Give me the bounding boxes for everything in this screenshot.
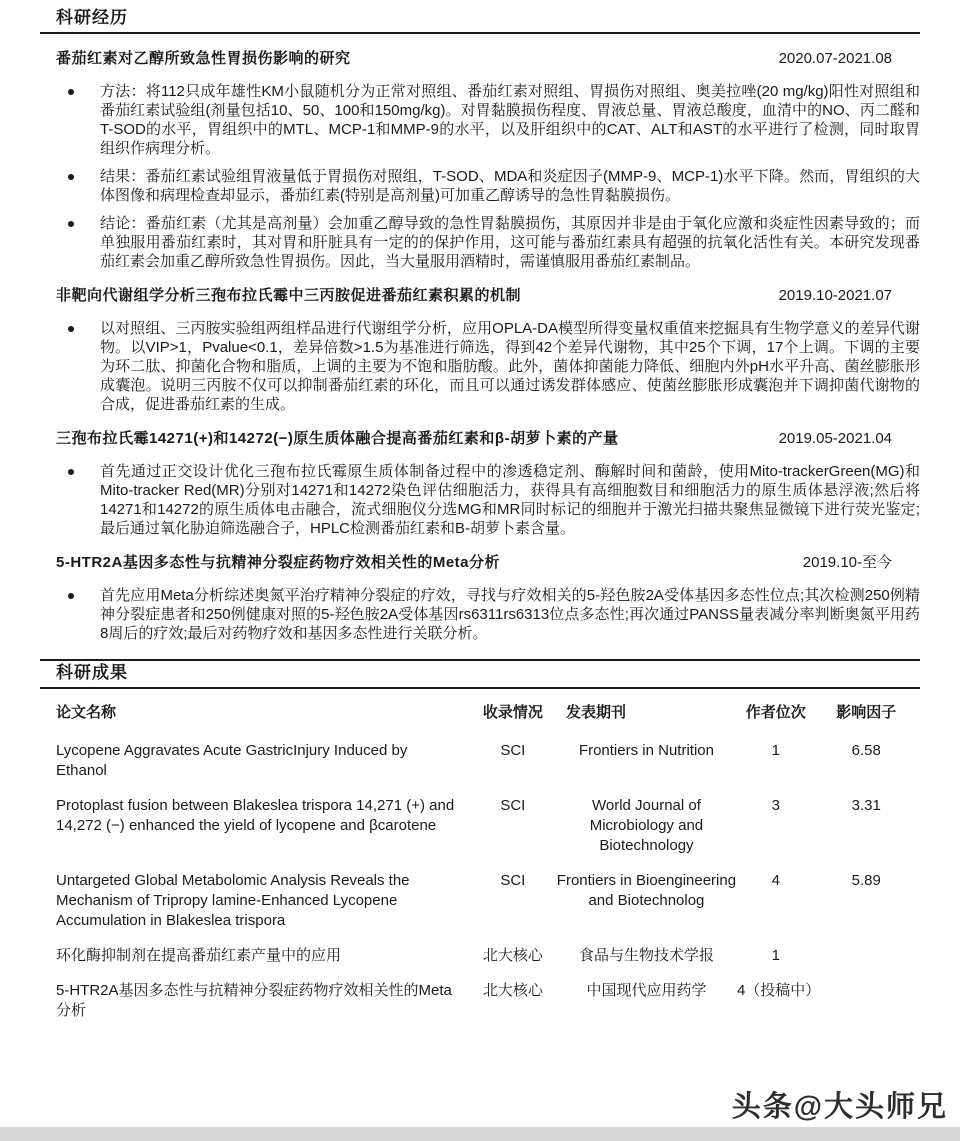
cell-author-rank: 1 <box>771 742 780 759</box>
project-title: 番茄红素对乙醇所致急性胃损伤影响的研究 <box>56 50 351 67</box>
column-header-journal: 发表期刊 <box>565 704 626 721</box>
cell-index-status: SCI <box>500 742 526 759</box>
section-divider <box>40 32 920 34</box>
section-title-research-achievements: 科研成果 <box>56 663 128 682</box>
column-header-index-status: 收录情况 <box>482 704 543 721</box>
project-date: 2019.10-2021.07 <box>778 287 892 304</box>
bullet-dot <box>68 89 74 95</box>
publications-table <box>56 703 918 1036</box>
cell-author-rank: 3 <box>771 797 780 814</box>
table-row <box>56 796 918 871</box>
cell-index-status: SCI <box>500 797 526 814</box>
project-header <box>56 47 920 68</box>
bullet-text: 首先应用Meta分析综述奥氮平治疗精神分裂症的疗效，寻找与疗效相关的5-羟色胺2A受体基因多态性位点;其次检测250例精神分裂症患者和250例健康对照的5-羟色胺2A受体基因rs6311rs6313位点多态性;再次通过PANSS量表减分率判断奥氮平用药8周后的疗效;最后对药物疗效和基因多态性进行关联分析。 <box>100 587 920 642</box>
bullet-text: 以对照组、三丙胺实验组两组样品进行代谢组学分析，应用OPLA-DA模型所得变量权重值来挖掘具有生物学意义的差异代谢物。以VIP>1，Pvalue<0.1，差异倍数>1.5为基准进行筛选，得到42个差异代谢物，其中25个下调，17个上调。下调的主要为环二肽、抑菌化合物和脂质，上调的主要为不饱和脂肪酸。此外，菌体抑菌能力降低、细胞内外pH水平升高、菌丝膨胀形成囊泡。说明三丙胺不仅可以抑制番茄红素的环化，而且可以通过诱发群体感应、使菌丝膨胀形成囊泡并下调抑菌代谢物的合成，促进番茄红素的生成。 <box>100 320 920 413</box>
cell-impact-factor: 3.31 <box>851 797 881 814</box>
bullet-text: 首先通过正交设计优化三孢布拉氏霉原生质体制备过程中的渗透稳定剂、酶解时间和菌龄，使用Mito-trackerGreen(MG)和Mito-tracker Red(MR)分别对14271和14272染色评估细胞活力，获得具有高细胞数目和细胞活力的原生质体悬浮液;然后将14271和14272的原生质体电击融合，流式细胞仪分选MG和MR同时标记的细胞并于激光扫描共聚焦显微镜下进行荧光鉴定;最后通过氧化胁迫筛选融合子，HPLC检测番茄红素和B-胡萝卜素含量。 <box>100 463 920 537</box>
bullet-item <box>56 586 920 643</box>
project-title: 三孢布拉氏霉14271(+)和14272(−)原生质体融合提高番茄红素和β-胡萝卜素的产量 <box>56 430 619 447</box>
cell-journal: Frontiers in Bioengineering and Biotechnolog <box>556 872 737 909</box>
cell-journal: World Journal of Microbiology and Biotechnology <box>589 797 704 854</box>
cell-impact-factor <box>815 981 918 1036</box>
project-header <box>56 551 920 572</box>
cell-journal: 食品与生物技术学报 <box>578 947 714 964</box>
project-bullets <box>56 319 920 414</box>
project-title: 5-HTR2A基因多态性与抗精神分裂症药物疗效相关性的Meta分析 <box>56 554 501 571</box>
watermark-text: 头条@大头师兄 <box>731 1091 948 1123</box>
project-header <box>56 427 920 448</box>
cell-index-status: 北大核心 <box>482 947 543 964</box>
cell-impact-factor <box>815 946 918 981</box>
column-header-author-rank: 作者位次 <box>745 704 806 721</box>
project-5htr2a-meta-analysis <box>40 551 920 643</box>
cell-paper-title: 环化酶抑制剂在提高番茄红素产量中的应用 <box>56 947 342 964</box>
cell-paper-title: 5-HTR2A基因多态性与抗精神分裂症药物疗效相关性的Meta分析 <box>56 982 452 1019</box>
column-header-paper-title: 论文名称 <box>56 704 117 721</box>
project-title: 非靶向代谢组学分析三孢布拉氏霉中三丙胺促进番茄红素积累的机制 <box>56 287 522 304</box>
cell-journal: 中国现代应用药学 <box>586 982 707 999</box>
project-lycopene-gastric-injury <box>40 47 920 271</box>
cell-impact-factor: 5.89 <box>851 872 881 889</box>
table-row <box>56 981 918 1036</box>
bullet-dot <box>68 221 74 227</box>
cell-index-status: 北大核心 <box>482 982 543 999</box>
section-divider <box>40 687 920 689</box>
bullet-dot <box>68 326 74 332</box>
bullet-text: 方法：将112只成年雄性KM小鼠随机分为正常对照组、番茄红素对照组、胃损伤对照组、奥美拉唑(20 mg/kg)阳性对照组和番茄红素试验组(剂量包括10、50、100和150mg/kg)。对胃黏膜损伤程度、胃液总量、胃液总酸度，血清中的NO、丙二醛和T-SOD的水平，胃组织中的MTL、MCP-1和MMP-9的水平，以及肝组织中的CAT、ALT和AST的水平进行了检测，同时取胃组织作病理分析。 <box>100 83 920 157</box>
project-date: 2020.07-2021.08 <box>778 50 892 67</box>
project-bullets <box>56 462 920 538</box>
project-bullets <box>56 82 920 271</box>
table-row <box>56 946 918 981</box>
project-untargeted-metabolomics <box>40 284 920 414</box>
project-protoplast-fusion <box>40 427 920 538</box>
cell-index-status: SCI <box>500 872 526 889</box>
bullet-item <box>56 82 920 158</box>
cell-author-rank: 4 <box>771 872 780 889</box>
cell-paper-title: Untargeted Global Metabolomic Analysis Reveals the Mechanism of Tripropy lamine-Enhanced Lycopene Accumulation in Blakeslea trispora <box>56 872 410 929</box>
project-bullets <box>56 586 920 643</box>
table-row <box>56 741 918 796</box>
cell-paper-title: Lycopene Aggravates Acute GastricInjury Induced by Ethanol <box>56 742 408 779</box>
cell-journal: Frontiers in Nutrition <box>578 742 714 759</box>
cell-impact-factor: 6.58 <box>851 742 881 759</box>
bullet-dot <box>68 174 74 180</box>
bullet-item <box>56 319 920 414</box>
bullet-dot <box>68 469 74 475</box>
cell-author-rank: 1 <box>771 947 780 964</box>
bullet-dot <box>68 593 74 599</box>
column-header-impact-factor: 影响因子 <box>836 704 897 721</box>
project-date: 2019.10-至今 <box>802 554 892 571</box>
bullet-text: 结论：番茄红素（尤其是高剂量）会加重乙醇导致的急性胃黏膜损伤，其原因并非是由于氧化应激和炎症性因素导致的；而单独服用番茄红素时，其对胃和肝脏具有一定的的保护作用，这可能与番茄红素具有超强的抗氧化活性有关。本研究发现番茄红素会加重乙醇所致急性胃损伤。因此，当大量服用酒精时，需谨慎服用番茄红素制品。 <box>100 215 920 270</box>
section-title-research-experience: 科研经历 <box>56 8 128 27</box>
bottom-gray-strip <box>0 1127 960 1141</box>
table-header-row <box>56 703 918 741</box>
cell-paper-title: Protoplast fusion between Blakeslea trispora 14,271 (+) and 14,272 (−) enhanced the yield of lycopene and βcarotene <box>56 797 455 834</box>
cell-author-rank: 4（投稿中） <box>736 982 821 999</box>
project-date: 2019.05-2021.04 <box>778 430 892 447</box>
bullet-item <box>56 214 920 271</box>
table-row <box>56 871 918 946</box>
bullet-item <box>56 462 920 538</box>
bullet-item <box>56 167 920 205</box>
bullet-text: 结果：番茄红素试验组胃液量低于胃损伤对照组，T-SOD、MDA和炎症因子(MMP-9、MCP-1)水平下降。然而，胃组织的大体图像和病理检查却显示，番茄红素(特别是高剂量)可加重乙醇诱导的急性胃黏膜损伤。 <box>100 168 920 204</box>
project-header <box>56 284 920 305</box>
